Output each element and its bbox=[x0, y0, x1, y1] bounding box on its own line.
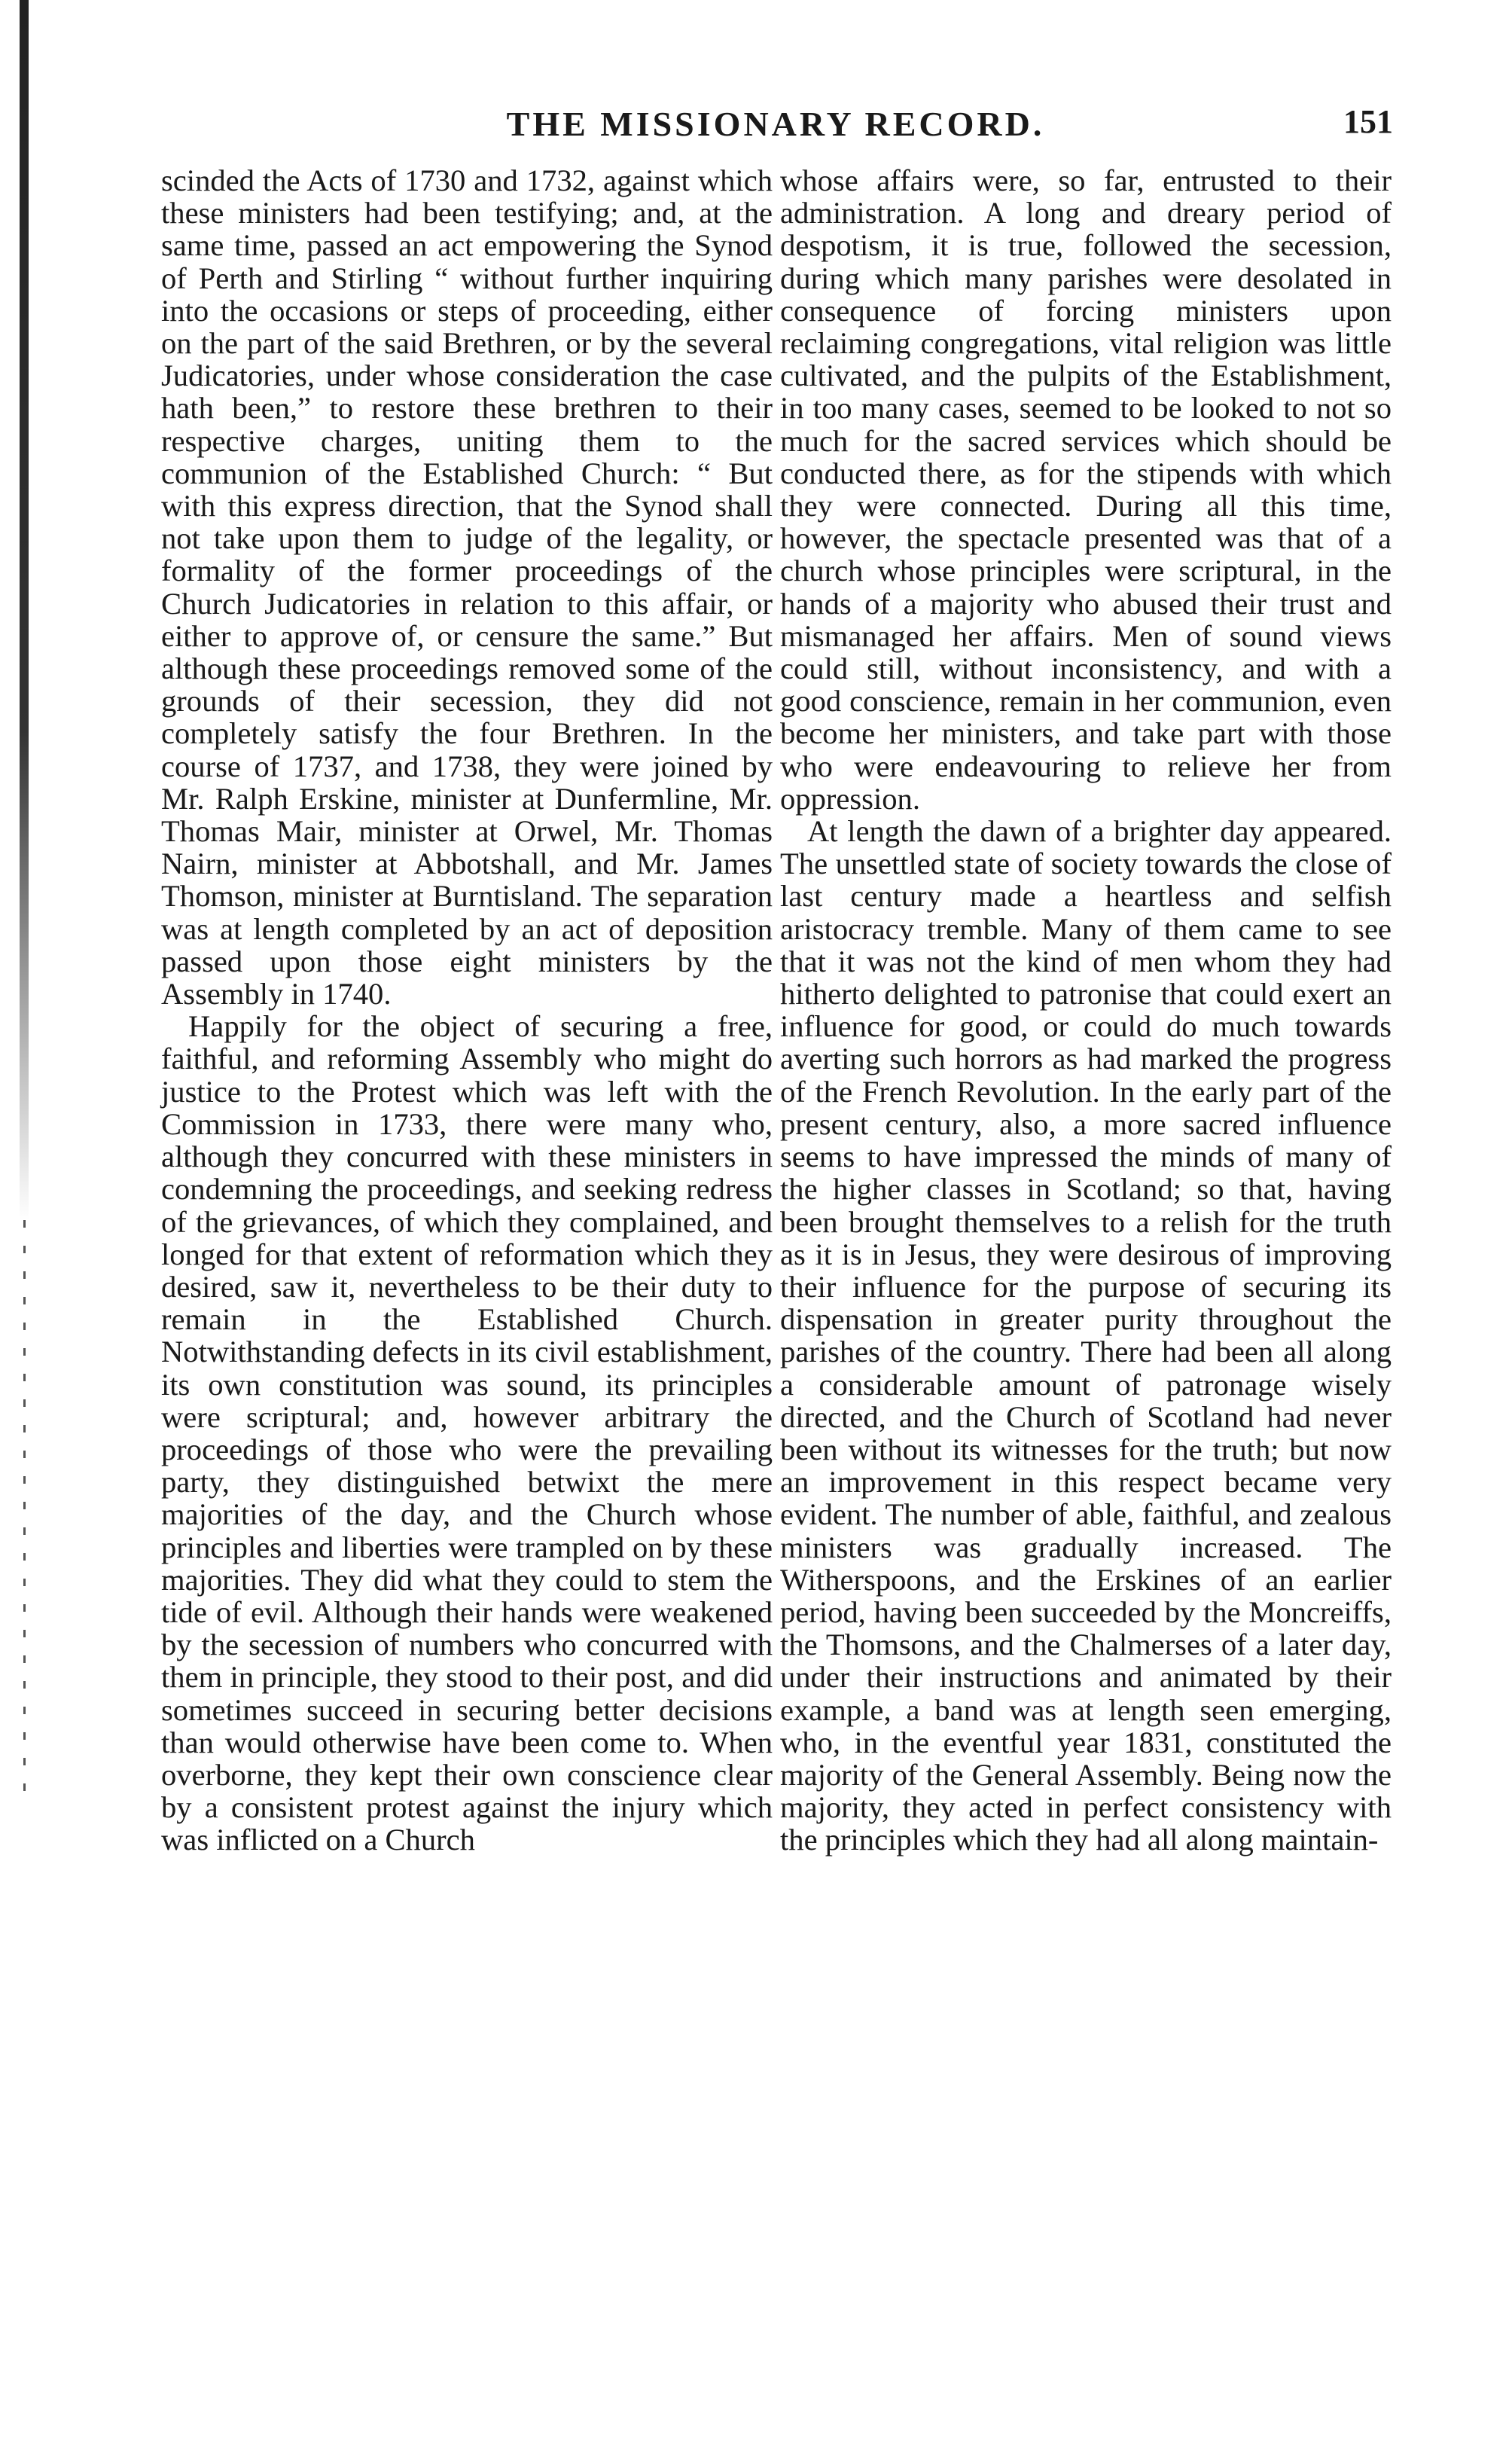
paragraph: scinded the Acts of 1730 and 1732, against which these ministers had been testifying; and, at the same time, passed an act empowering the Synod of Perth and Stirling “ without further inquiring into the occasions or steps of proceeding, either on the part of the said Brethren, or by the several Judicatories, under whose consideration the case hath been,” to restore these brethren to their respective charges, uniting them to the communion of the Established Church: “ But with this express direction, that the Synod shall not take upon them to judge of the legality, or formality of the former proceedings of the Church Judicatories in relation to this affair, or either to approve of, or censure the same.” But although these proceedings removed some of the grounds of their secession, they did not completely satisfy the four Brethren. In the course of 1737, and 1738, they were joined by Mr. Ralph Erskine, minister at Dunfermline, Mr. Thomas Mair, minister at Orwel, Mr. Thomas Nairn, minister at Abbotshall, and Mr. James Thomson, minister at Burntisland. The separation was at length completed by an act of deposition passed upon those eight ministers by the Assembly in 1740. bbox=[161, 163, 773, 1011]
page-header bbox=[158, 99, 1393, 152]
paragraph: At length the dawn of a brighter day appeared. The unsettled state of society towards the close of last century made a heartless and selfish aristocracy tremble. Many of them came to see that it was not the kind of men whom they had hitherto delighted to patronise that could exert an influence for good, or could do much towards averting such horrors as had marked the progress of the French Revolution. In the early part of the present century, also, a more sacred influence seems to have impressed the minds of many of the higher classes in Scotland; so that, having been brought themselves to a relish for the truth as it is in Jesus, they were desirous of improving their influence for the purpose of securing its dispensation in greater purity throughout the parishes of the country. There had been all along a considerable amount of patronage wisely directed, and the Church of Scotland had never been without its witnesses for the truth; but now an improvement in this respect became very evident. The number of able, faithful, and zealous ministers was gradually increased. The Witherspoons, and the Erskines of an earlier period, having been succeeded by the Moncreiffs, the Thomsons, and the Chalmerses of a later day, under their instructions and animated by their example, a band was at length seen emerging, who, in the eventful year 1831, constituted the majority of the General Assembly. Being now the majority, they acted in perfect consistency with the principles which they had all along maintain- bbox=[780, 814, 1392, 1857]
left-column bbox=[161, 164, 773, 1857]
running-head: THE MISSIONARY RECORD. bbox=[506, 105, 1045, 143]
paragraph: Happily for the object of securing a free, faithful, and reforming Assembly who might do justice to the Protest which was left with the Commission in 1733, there were many who, although they concurred with these ministers in condemning the proceedings, and seeking redress of the grievances, of which they complained, and longed for that extent of reformation which they desired, saw it, nevertheless to be their duty to remain in the Established Church. Notwithstanding defects in its civil establishment, its own constitution was sound, its principles were scriptural; and, however arbitrary the proceedings of those who were the prevailing party, they distinguished betwixt the mere majorities of the day, and the Church whose principles and liberties were trampled on by these majorities. They did what they could to stem the tide of evil. Although their hands were weakened by the secession of numbers who concurred with them in principle, they stood to their post, and did sometimes succeed in securing better decisions than would otherwise have been come to. When overborne, they kept their own conscience clear by a consistent protest against the injury which was inflicted on a Church bbox=[161, 1009, 773, 1857]
binding-dots bbox=[23, 1220, 26, 1792]
page-number: 151 bbox=[1343, 103, 1393, 140]
paragraph: whose affairs were, so far, entrusted to their administration. A long and dreary period of despotism, it is true, followed the secession, during which many parishes were desolated in consequence of forcing ministers upon reclaiming congregations, vital religion was little cultivated, and the pulpits of the Establishment, in too many cases, seemed to be looked to not so much for the sacred services which should be conducted there, as for the stipends with which they were connected. During all this time, however, the spectacle presented was that of a church whose principles were scriptural, in the hands of a majority who abused their trust and mismanaged her affairs. Men of sound views could still, without inconsistency, and with a good conscience, remain in her communion, even become her ministers, and take part with those who were endeavouring to relieve her from oppression. bbox=[780, 163, 1392, 816]
binding-edge bbox=[20, 0, 29, 1220]
right-column bbox=[780, 164, 1392, 1857]
